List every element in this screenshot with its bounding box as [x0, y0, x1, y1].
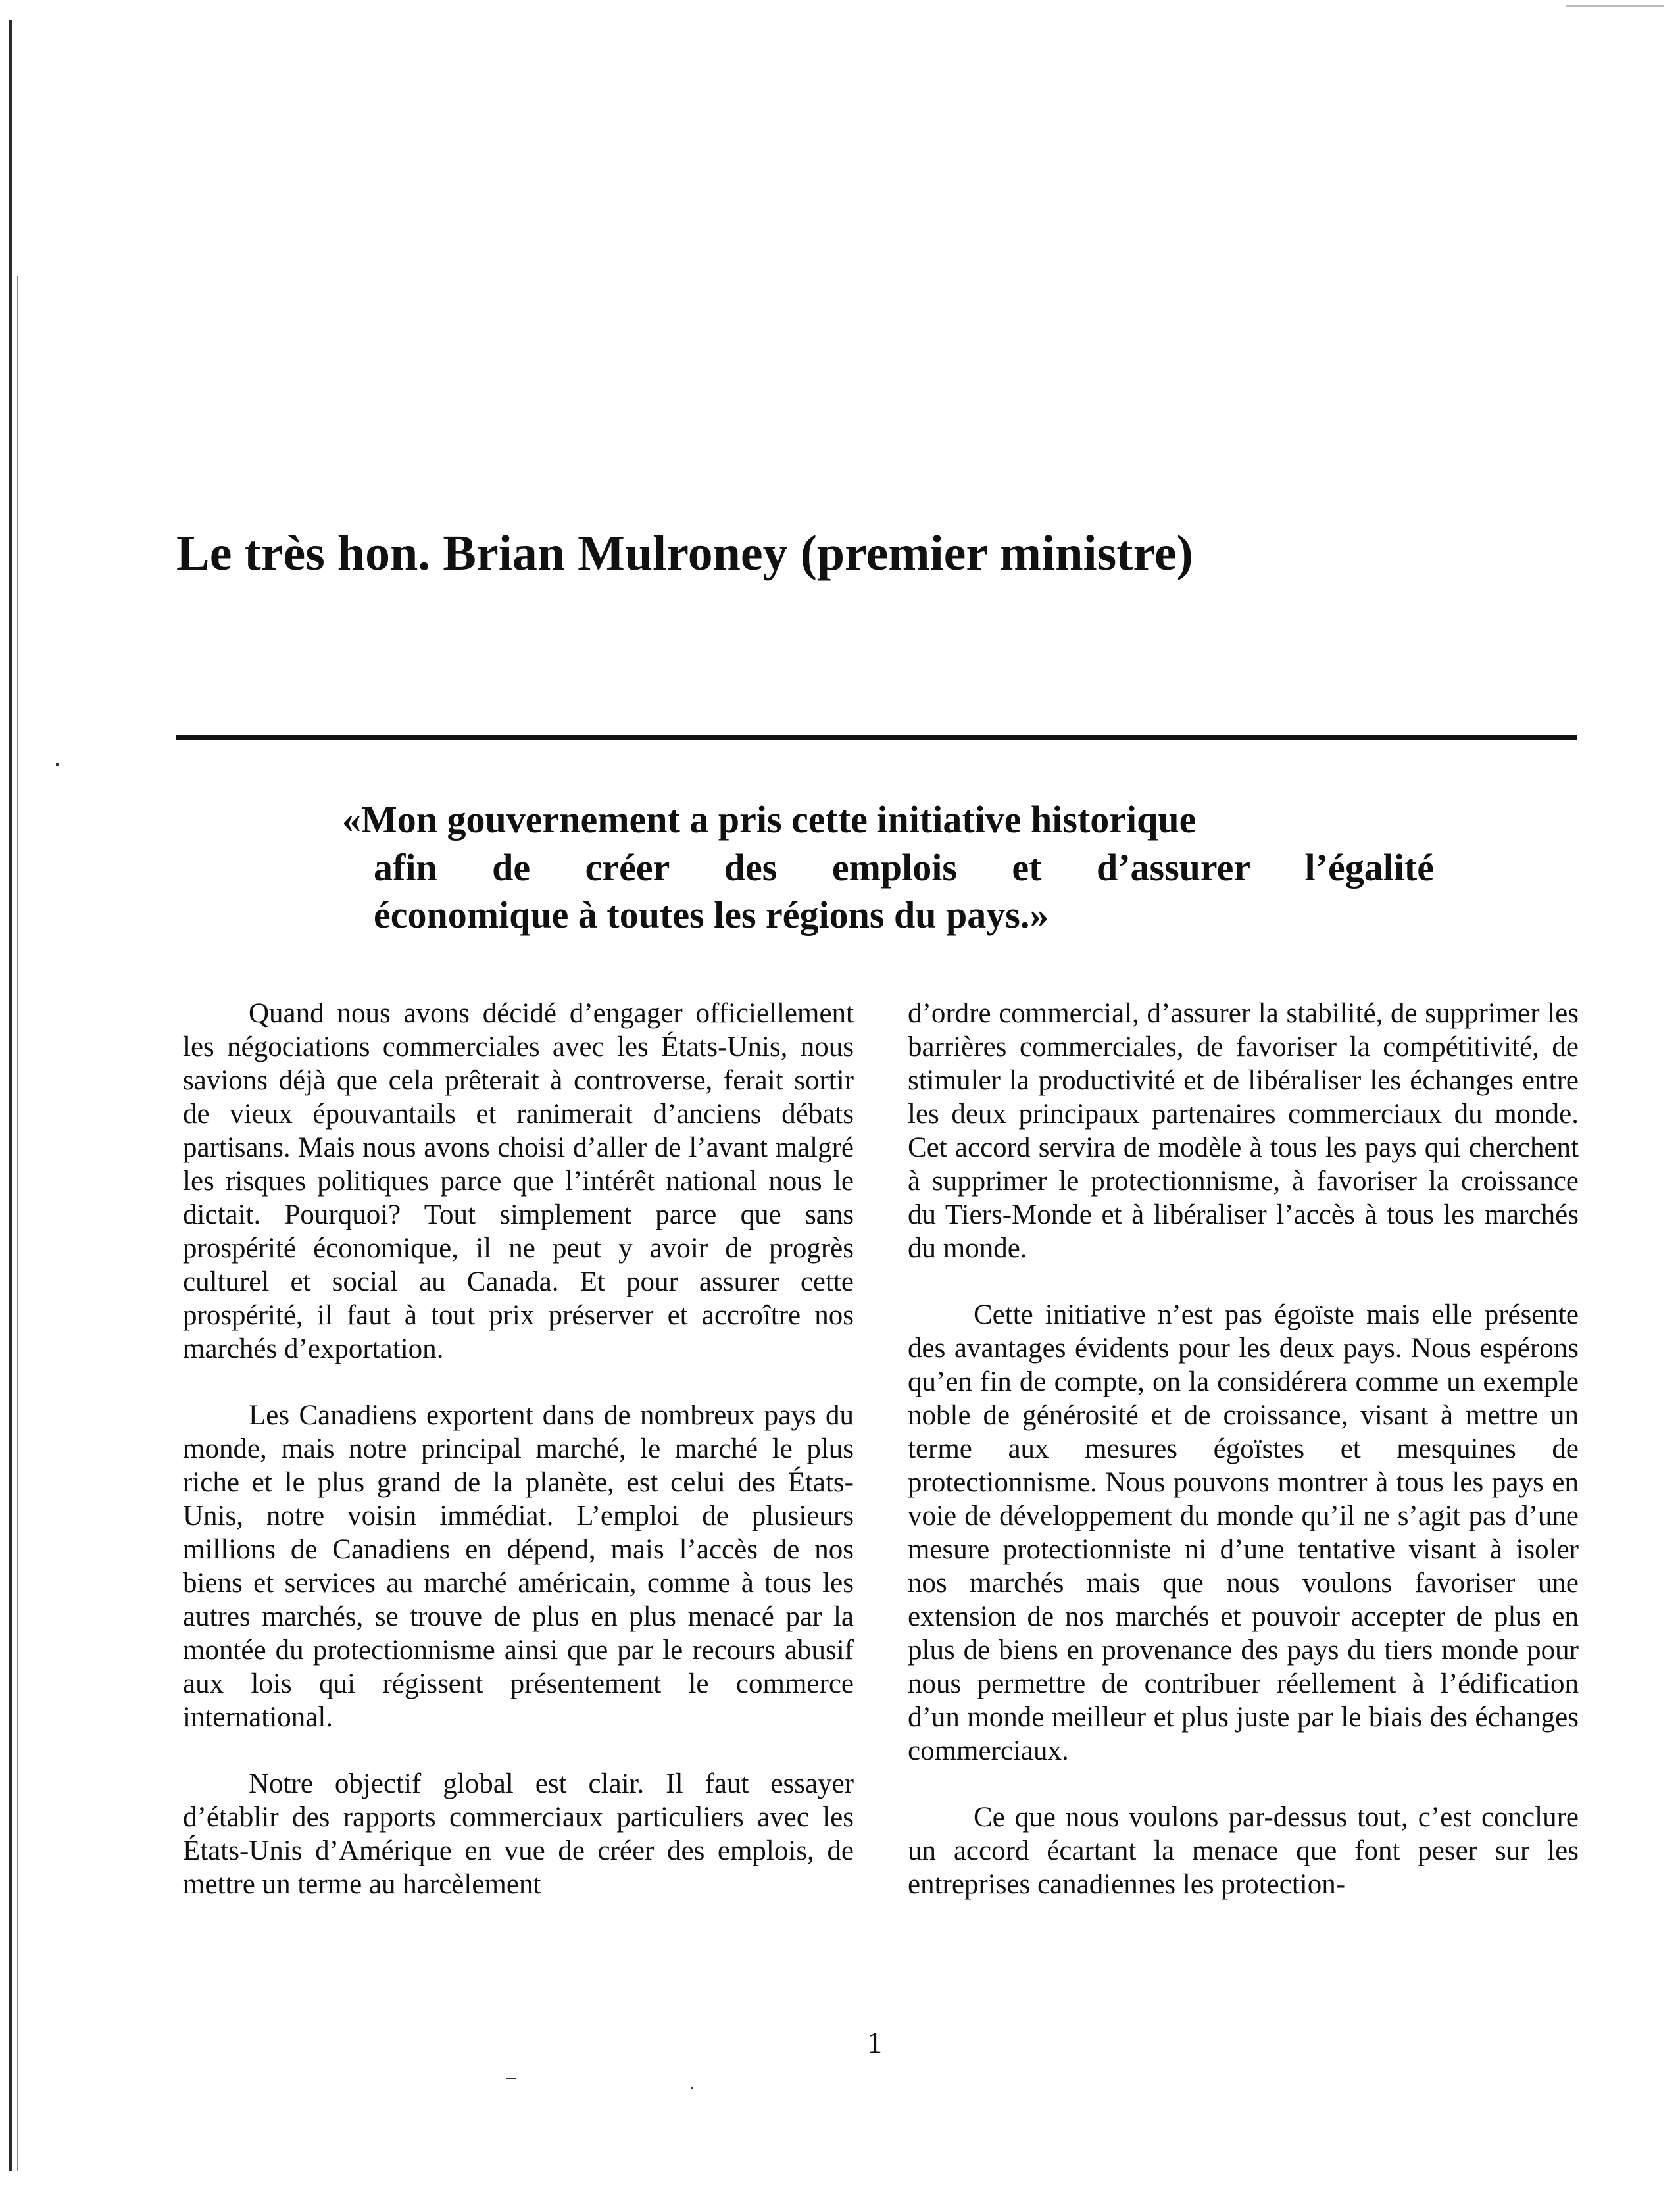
- page-shadow-edge: [17, 276, 18, 2171]
- speaker-title: Le très hon. Brian Mulroney (premier ministre): [176, 526, 1193, 581]
- left-column: [183, 997, 854, 1934]
- scan-speck: [506, 2078, 516, 2079]
- paragraph-continued: d’ordre commercial, d’assurer la stabilité, de supprimer les barrières commerciales, de favoriser la compétitivité, de stimuler la productivité et de libéraliser les échanges entre les deux principaux partenaires commerciaux du monde. Cet accord servira de modèle à tous les pays qui cherchent à supprimer le protectionnisme, à favoriser la croissance du Tiers-Monde et à libéraliser l’accès à tous les marchés du monde.: [908, 998, 1579, 1264]
- pull-quote-line-3: économique à toutes les régions du pays.»: [374, 893, 1049, 936]
- pull-quote-line-1: «Mon gouvernement a pris cette initiative historique: [342, 798, 1197, 841]
- right-column: [908, 997, 1579, 1934]
- page-binding-edge: [9, 20, 12, 2171]
- paragraph: Quand nous avons décidé d’engager officiellement les négociations commerciales avec les États-Unis, nous savions déjà que cela prêterait à controverse, ferait sortir de vieux épouvantails et ranimerait d’anciens débats partisans. Mais nous avons choisi d’aller de l’avant malgré les risques politiques parce que l’intérêt national nous le dictait. Pourquoi? Tout simplement parce que sans prospérité économique, il ne peut y avoir de progrès culturel et social au Canada. Et pour assurer cette prospérité, il faut à tout prix préserver et accroître nos marchés d’exportation.: [183, 998, 854, 1364]
- paragraph: Les Canadiens exportent dans de nombreux pays du monde, mais notre principal marché, le marché le plus riche et le plus grand de la planète, est celui des États-Unis, notre voisin immédiat. L’emploi de plusieurs millions de Canadiens en dépend, mais l’accès de nos biens et services au marché américain, comme à tous les autres marchés, se trouve de plus en plus menacé par la montée du protectionnisme ainsi que par le recours abusif aux lois qui régissent présentement le commerce international.: [183, 1400, 854, 1733]
- scan-speck: [1566, 5, 1664, 7]
- horizontal-rule: [176, 735, 1577, 740]
- pull-quote: [342, 796, 1460, 939]
- pull-quote-line-2: afin de créer des emplois et d’assurer l’égalité: [374, 845, 1434, 889]
- paragraph: Cette initiative n’est pas égoïste mais elle présente des avantages évidents pour les deux pays. Nous espérons qu’en fin de compte, on la considérera comme un exemple noble de générosité et de croissance, visant à mettre un terme aux mesures égoïstes et mesquines de protectionnisme. Nous pouvons montrer à tous les pays en voie de développement du monde qu’il ne s’agit pas d’une mesure protectionniste ni d’une tentative visant à isoler nos marchés mais que nous voulons favoriser une extension de nos marchés et pouvoir accepter de plus en plus de biens en provenance des pays du tiers monde pour nous permettre de contribuer réellement à l’édification d’un monde meilleur et plus juste par le biais des échanges commerciaux.: [908, 1299, 1579, 1766]
- paragraph: Ce que nous voulons par-dessus tout, c’est conclure un accord écartant la menace que font peser sur les entreprises canadiennes les protection-: [908, 1802, 1579, 1900]
- page-number: 1: [867, 2026, 882, 2059]
- paragraph: Notre objectif global est clair. Il faut essayer d’établir des rapports commerciaux particuliers avec les États-Unis d’Amérique en vue de créer des emplois, de mettre un terme au harcèlement: [183, 1768, 854, 1900]
- scan-speck: [691, 2087, 693, 2089]
- scan-speck: [56, 763, 59, 766]
